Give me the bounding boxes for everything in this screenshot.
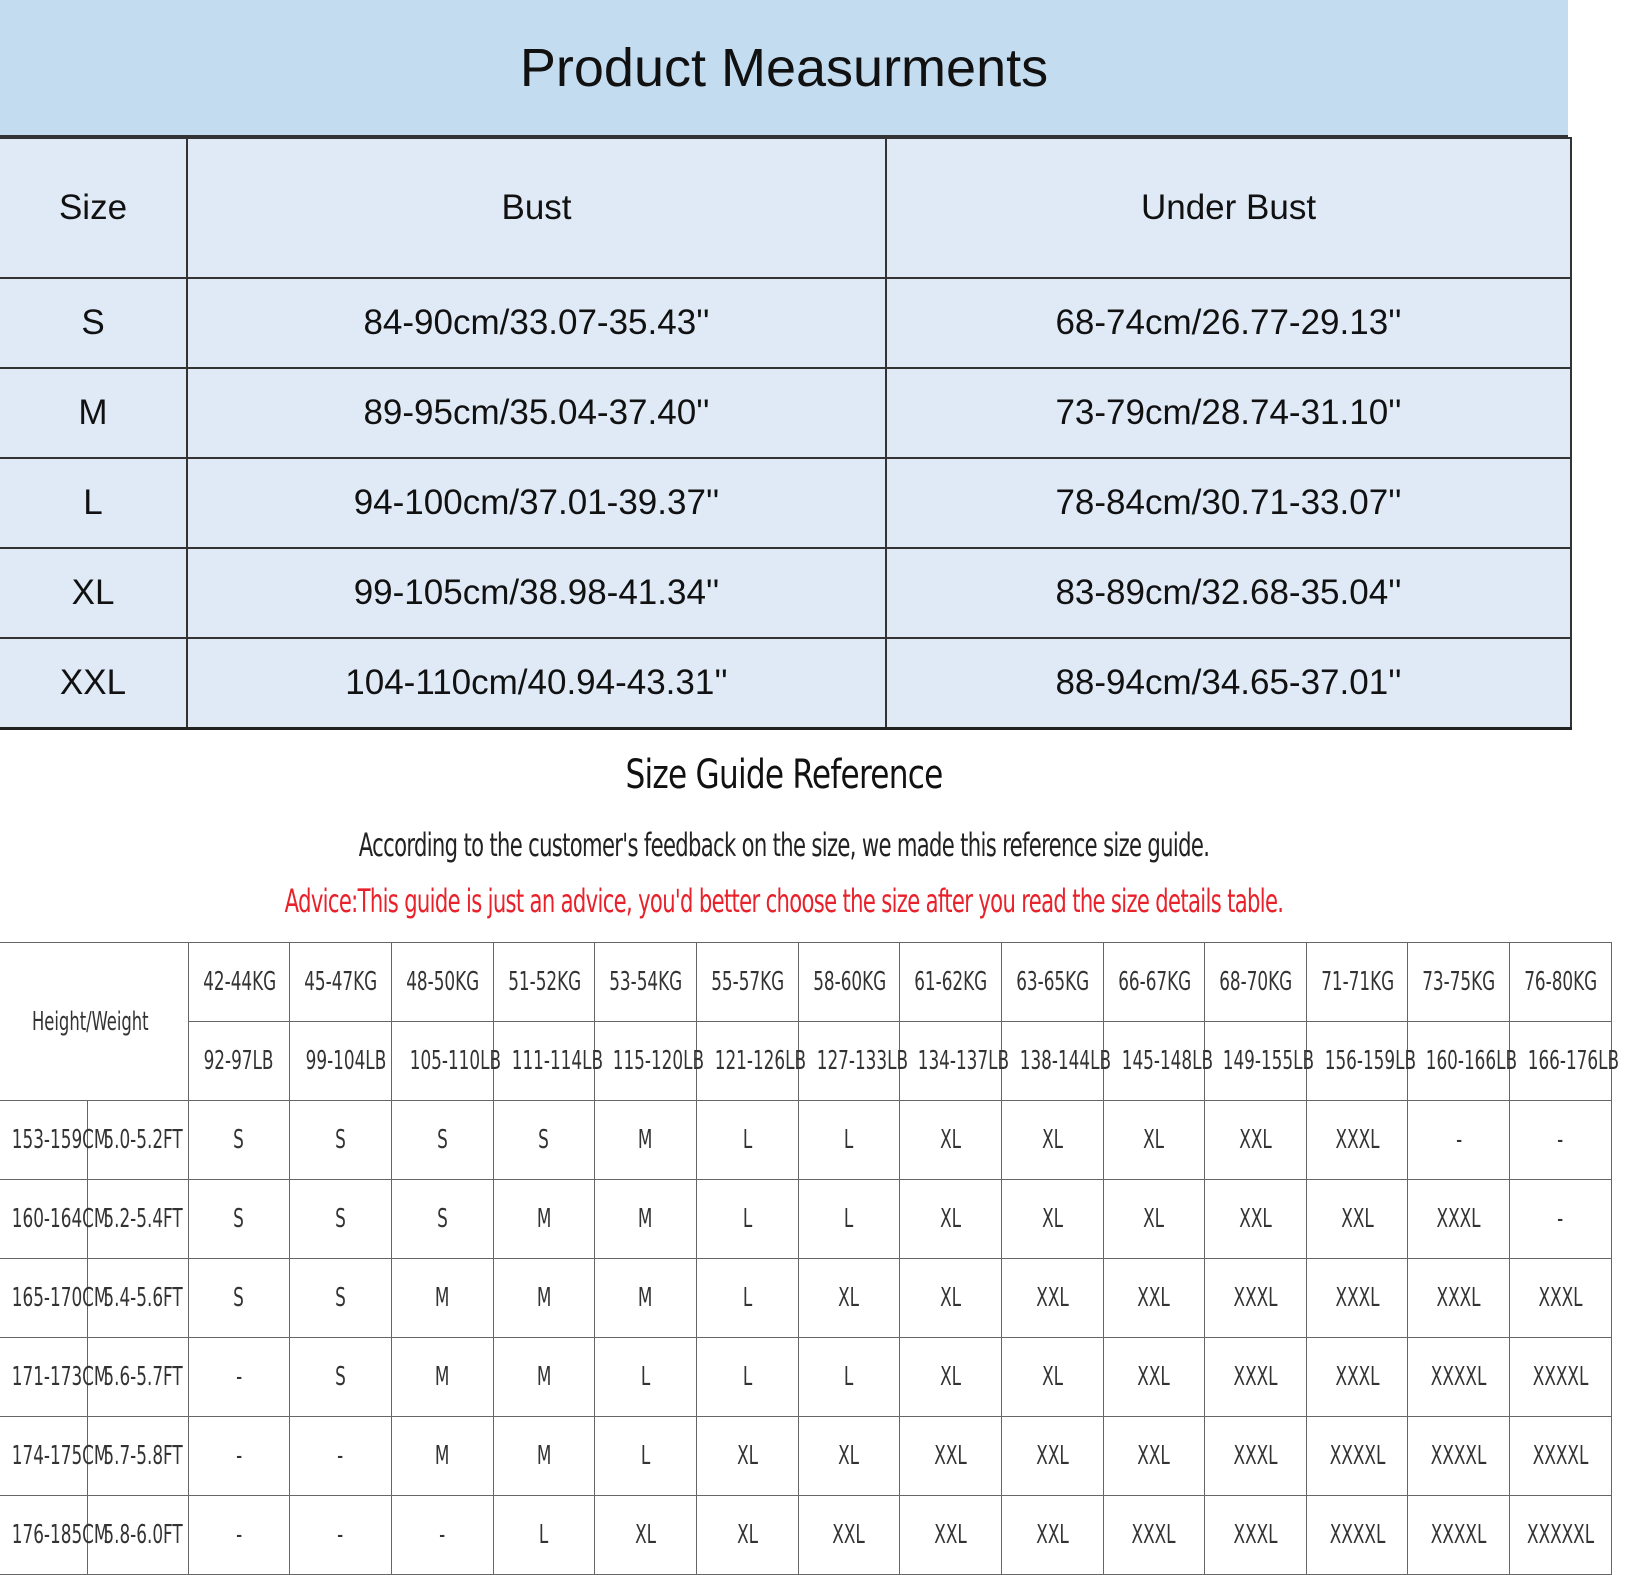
weight-kg-cell [188, 943, 290, 1022]
weight-lb-cell-text: 134-137LB [917, 1046, 1010, 1076]
weight-lb-cell [1205, 1022, 1315, 1101]
size-recommendation-cell-text: L [742, 1204, 752, 1234]
size-recommendation-cell-text: XXL [1035, 1441, 1069, 1471]
height-ft-cell-text: 5.2-5.4FT [103, 1204, 183, 1234]
size-recommendation-cell-text: XXL [1137, 1362, 1171, 1392]
size-recommendation-cell-text: - [439, 1520, 446, 1550]
size-recommendation-cell [1103, 1101, 1205, 1180]
size-recommendation-cell-text: XXXXL [1431, 1441, 1487, 1471]
size-recommendation-cell-text: M [434, 1283, 450, 1313]
weight-kg-cell [900, 943, 1002, 1022]
size-recommendation-cell-text: - [235, 1441, 242, 1471]
size-recommendation-cell-text: L [844, 1362, 854, 1392]
size-recommendation-cell [1510, 1496, 1612, 1575]
size-guide-title: Size Guide Reference [625, 752, 943, 798]
size-recommendation-cell [1001, 1101, 1103, 1180]
size-recommendation-cell [391, 1496, 493, 1575]
guide-height-row [0, 1338, 1612, 1417]
weight-kg-cell [1103, 943, 1205, 1022]
size-recommendation-cell [1306, 1101, 1408, 1180]
measurements-row [0, 368, 1571, 458]
size-recommendation-cell-text: XXXXL [1532, 1362, 1589, 1392]
size-recommendation-cell-text: XL [940, 1204, 961, 1234]
size-recommendation-cell [798, 1496, 900, 1575]
weight-lb-cell [290, 1022, 392, 1101]
size-recommendation-cell [493, 1417, 595, 1496]
size-recommendation-cell [798, 1180, 900, 1259]
size-recommendation-cell-text: XXXL [1436, 1283, 1481, 1313]
size-recommendation-cell [391, 1338, 493, 1417]
size-recommendation-cell-text: S [335, 1362, 346, 1392]
weight-lb-cell [696, 1022, 806, 1101]
size-recommendation-cell-text: S [233, 1204, 245, 1234]
size-recommendation-cell-text: M [638, 1204, 653, 1234]
size-recommendation-cell [798, 1101, 900, 1180]
size-recommendation-cell [290, 1180, 392, 1259]
weight-kg-cell [1510, 943, 1612, 1022]
size-recommendation-cell-text: - [1557, 1125, 1564, 1155]
size-recommendation-cell [493, 1180, 595, 1259]
weight-kg-cell [1306, 943, 1408, 1022]
height-cm-cell [0, 1180, 109, 1259]
size-recommendation-cell-text: XL [736, 1441, 758, 1471]
size-recommendation-cell [696, 1180, 798, 1259]
size-recommendation-cell [1001, 1417, 1103, 1496]
weight-lb-cell [1001, 1022, 1111, 1101]
size-recommendation-cell-text: L [640, 1441, 651, 1471]
weight-lb-cell [1408, 1022, 1518, 1101]
size-recommendation-cell [188, 1101, 290, 1180]
size-recommendation-cell [1205, 1259, 1307, 1338]
size-recommendation-cell-text: XXL [1137, 1283, 1171, 1313]
size-recommendation-cell [1001, 1259, 1103, 1338]
size-recommendation-cell [595, 1259, 697, 1338]
size-recommendation-cell-text: S [335, 1125, 346, 1155]
weight-kg-cell-text: 58-60KG [812, 967, 886, 997]
size-recommendation-cell-text: XL [940, 1283, 961, 1313]
measurements-header-row [0, 138, 1571, 278]
size-recommendation-cell [798, 1338, 900, 1417]
height-weight-label-text: Height/Weight [31, 1006, 149, 1037]
size-recommendation-cell-text: XXXL [1335, 1362, 1380, 1392]
guide-height-row [0, 1496, 1612, 1575]
size-recommendation-cell-text: XXL [1035, 1520, 1069, 1550]
weight-lb-cell-text: 111-114LB [511, 1046, 603, 1076]
height-ft-cell-text: 5.8-6.0FT [103, 1520, 183, 1550]
size-recommendation-cell [1408, 1338, 1510, 1417]
height-ft-cell-text: 5.7-5.8FT [103, 1441, 183, 1471]
bust-cell: 99-105cm/38.98-41.34'' [187, 548, 886, 638]
weight-lb-cell-text: 166-176LB [1527, 1046, 1620, 1076]
weight-lb-cell-text: 145-148LB [1121, 1046, 1213, 1076]
size-recommendation-cell-text: S [335, 1204, 346, 1234]
size-recommendation-cell-text: XXXXXL [1527, 1520, 1595, 1550]
height-cm-cell-text: 176-185CM [11, 1520, 109, 1550]
weight-kg-cell [391, 943, 493, 1022]
size-recommendation-cell-text: XXXXL [1329, 1520, 1385, 1550]
size-recommendation-cell-text: - [235, 1362, 242, 1392]
size-recommendation-cell [1306, 1259, 1408, 1338]
size-recommendation-cell [391, 1417, 493, 1496]
size-recommendation-cell [1103, 1338, 1205, 1417]
size-recommendation-cell-text: XL [1143, 1204, 1165, 1234]
weight-lb-cell-text: 92-97LB [203, 1046, 274, 1076]
size-recommendation-cell-text: M [638, 1125, 653, 1155]
size-recommendation-cell [1306, 1180, 1408, 1259]
height-ft-cell-text: 5.6-5.7FT [103, 1362, 183, 1392]
weight-kg-cell-text: 66-67KG [1117, 967, 1191, 997]
size-recommendation-cell [290, 1259, 392, 1338]
size-recommendation-cell [900, 1338, 1002, 1417]
weight-kg-cell-text: 45-47KG [304, 967, 378, 997]
weight-lb-cell-text: 149-155LB [1222, 1046, 1315, 1076]
weight-lb-cell [188, 1022, 290, 1101]
size-recommendation-cell-text: XXXL [1335, 1125, 1380, 1155]
bust-cell: 89-95cm/35.04-37.40'' [187, 368, 886, 458]
size-recommendation-cell-text: M [536, 1283, 552, 1313]
size-cell: XXL [0, 638, 187, 729]
size-recommendation-cell-text: XL [1041, 1362, 1063, 1392]
size-recommendation-cell-text: XXXXL [1329, 1441, 1385, 1471]
size-recommendation-cell-text: - [1557, 1204, 1564, 1234]
size-recommendation-cell [696, 1259, 798, 1338]
weight-kg-cell [1205, 943, 1307, 1022]
weight-kg-cell-text: 76-80KG [1524, 967, 1598, 997]
size-recommendation-cell-text: XXXL [1131, 1520, 1176, 1550]
weight-lb-cell [1510, 1022, 1620, 1101]
height-cm-cell-text: 153-159CM [11, 1125, 109, 1155]
guide-height-row [0, 1101, 1612, 1180]
size-recommendation-cell-text: L [844, 1125, 854, 1155]
size-recommendation-cell-text: XXL [1239, 1204, 1272, 1234]
size-recommendation-cell-text: XXL [1137, 1441, 1171, 1471]
size-recommendation-cell-text: - [337, 1441, 344, 1471]
size-recommendation-cell [188, 1417, 290, 1496]
weight-lb-cell-text: 156-159LB [1324, 1046, 1416, 1076]
size-recommendation-cell-text: XXXL [1233, 1283, 1278, 1313]
weight-lb-cell [493, 1022, 603, 1101]
under-bust-cell: 73-79cm/28.74-31.10'' [886, 368, 1571, 458]
size-recommendation-cell [1510, 1417, 1612, 1496]
size-recommendation-cell-text: M [536, 1441, 552, 1471]
size-recommendation-cell [1408, 1259, 1510, 1338]
weight-lb-cell-text: 105-110LB [409, 1046, 501, 1076]
weight-kg-cell-text: 63-65KG [1016, 967, 1090, 997]
weight-kg-cell [595, 943, 697, 1022]
size-recommendation-cell-text: M [434, 1362, 450, 1392]
weight-kg-cell [1408, 943, 1510, 1022]
size-recommendation-cell-text: XL [635, 1520, 656, 1550]
size-recommendation-cell [1001, 1338, 1103, 1417]
size-recommendation-cell [900, 1101, 1002, 1180]
size-recommendation-cell-text: L [640, 1362, 651, 1392]
size-recommendation-cell-text: M [536, 1362, 552, 1392]
size-recommendation-cell [1001, 1496, 1103, 1575]
size-recommendation-cell-text: XXXXL [1431, 1520, 1487, 1550]
size-recommendation-cell-text: S [335, 1283, 346, 1313]
size-recommendation-cell [595, 1338, 697, 1417]
header-size: Size [0, 138, 187, 278]
size-recommendation-cell-text: S [538, 1125, 550, 1155]
weight-lb-cell-text: 99-104LB [305, 1046, 387, 1076]
size-cell: M [0, 368, 187, 458]
size-recommendation-cell-text: XXXL [1233, 1362, 1278, 1392]
measurements-row [0, 638, 1571, 729]
weight-kg-cell-text: 61-62KG [914, 967, 988, 997]
size-recommendation-cell-text: XL [838, 1441, 860, 1471]
size-guide-advice: Advice:This guide is just an advice, you'd better choose the size after you read the size details table. [284, 882, 1284, 920]
bust-cell: 104-110cm/40.94-43.31'' [187, 638, 886, 729]
size-recommendation-cell-text: XL [940, 1125, 961, 1155]
size-recommendation-cell [1103, 1259, 1205, 1338]
header-bust: Bust [187, 138, 886, 278]
size-recommendation-cell-text: L [742, 1362, 752, 1392]
size-recommendation-cell [188, 1496, 290, 1575]
weight-lb-cell-text: 160-166LB [1426, 1046, 1518, 1076]
size-recommendation-cell-text: XL [736, 1520, 758, 1550]
size-recommendation-cell [900, 1180, 1002, 1259]
weight-kg-cell-text: 55-57KG [711, 967, 785, 997]
size-recommendation-cell [900, 1496, 1002, 1575]
guide-height-row [0, 1259, 1612, 1338]
size-recommendation-cell [493, 1101, 595, 1180]
weight-kg-cell-text: 51-52KG [507, 967, 581, 997]
size-recommendation-cell [1205, 1338, 1307, 1417]
size-recommendation-cell-text: XXL [1340, 1204, 1374, 1234]
size-recommendation-cell-text: XXL [1239, 1125, 1272, 1155]
weight-lb-cell-text: 121-126LB [714, 1046, 806, 1076]
weight-lb-cell [798, 1022, 908, 1101]
size-recommendation-cell [1205, 1101, 1307, 1180]
size-recommendation-cell [1103, 1496, 1205, 1575]
measurements-row [0, 548, 1571, 638]
weight-lb-cell-text: 115-120LB [612, 1046, 705, 1076]
under-bust-cell: 88-94cm/34.65-37.01'' [886, 638, 1571, 729]
bust-cell: 94-100cm/37.01-39.37'' [187, 458, 886, 548]
measurements-row [0, 278, 1571, 368]
height-ft-cell-text: 5.0-5.2FT [103, 1125, 183, 1155]
size-recommendation-cell-text: L [742, 1283, 752, 1313]
size-recommendation-cell [1510, 1338, 1612, 1417]
weight-lb-cell [391, 1022, 501, 1101]
size-recommendation-cell [290, 1338, 392, 1417]
height-cm-cell-text: 174-175CM [11, 1441, 109, 1471]
header-under-bust: Under Bust [886, 138, 1571, 278]
height-cm-cell [0, 1338, 109, 1417]
guide-height-row [0, 1180, 1612, 1259]
size-recommendation-cell [1103, 1180, 1205, 1259]
size-recommendation-cell [1306, 1496, 1408, 1575]
weight-kg-cell [696, 943, 798, 1022]
size-recommendation-cell-text: - [337, 1520, 344, 1550]
size-recommendation-cell [1306, 1417, 1408, 1496]
under-bust-cell: 68-74cm/26.77-29.13'' [886, 278, 1571, 368]
size-recommendation-cell [1510, 1101, 1612, 1180]
height-weight-label [0, 943, 188, 1101]
size-recommendation-cell [391, 1180, 493, 1259]
size-recommendation-cell [391, 1101, 493, 1180]
size-recommendation-cell-text: XXXL [1335, 1283, 1380, 1313]
size-recommendation-cell-text: XXXL [1233, 1441, 1278, 1471]
size-recommendation-cell [696, 1338, 798, 1417]
weight-kg-cell-text: 42-44KG [202, 967, 276, 997]
height-cm-cell [0, 1496, 109, 1575]
size-recommendation-cell-text: XXXL [1538, 1283, 1583, 1313]
size-recommendation-cell-text: M [434, 1441, 450, 1471]
size-recommendation-cell [493, 1496, 595, 1575]
size-recommendation-cell-text: XL [1041, 1125, 1063, 1155]
weight-lb-cell-text: 138-144LB [1019, 1046, 1111, 1076]
size-recommendation-cell [188, 1180, 290, 1259]
weight-kg-cell [1001, 943, 1103, 1022]
weight-lb-cell [595, 1022, 705, 1101]
size-recommendation-cell [595, 1417, 697, 1496]
height-ft-cell-text: 5.4-5.6FT [103, 1283, 183, 1313]
size-recommendation-cell [1510, 1259, 1612, 1338]
weight-lb-cell [1103, 1022, 1213, 1101]
size-recommendation-cell-text: - [1455, 1125, 1462, 1155]
height-cm-cell-text: 160-164CM [11, 1204, 109, 1234]
size-recommendation-cell-text: XL [1041, 1204, 1063, 1234]
size-recommendation-cell [290, 1417, 392, 1496]
size-guide-table [0, 942, 1620, 1575]
size-recommendation-cell-text: XXL [1035, 1283, 1069, 1313]
under-bust-cell: 78-84cm/30.71-33.07'' [886, 458, 1571, 548]
size-recommendation-cell-text: XXL [934, 1441, 967, 1471]
weight-kg-cell-text: 53-54KG [609, 967, 683, 997]
size-recommendation-cell [696, 1101, 798, 1180]
size-recommendation-cell-text: XXXXL [1532, 1441, 1589, 1471]
size-recommendation-cell [1205, 1496, 1307, 1575]
size-guide-description: According to the customer's feedback on the size, we made this reference size guide. [358, 826, 1210, 864]
size-recommendation-cell-text: S [436, 1204, 448, 1234]
weight-kg-cell-text: 48-50KG [406, 967, 480, 997]
guide-weight-lb-row [0, 1022, 1612, 1101]
weight-kg-cell [493, 943, 595, 1022]
size-recommendation-cell [595, 1101, 697, 1180]
size-recommendation-cell-text: S [436, 1125, 448, 1155]
size-recommendation-cell-text: S [233, 1283, 245, 1313]
size-recommendation-cell [1103, 1417, 1205, 1496]
guide-weight-kg-row [0, 943, 1612, 1022]
size-recommendation-cell [290, 1496, 392, 1575]
size-recommendation-cell-text: M [536, 1204, 552, 1234]
size-recommendation-cell-text: XXXL [1436, 1204, 1481, 1234]
weight-lb-cell [900, 1022, 1010, 1101]
size-recommendation-cell [798, 1417, 900, 1496]
size-recommendation-cell [493, 1259, 595, 1338]
height-cm-cell-text: 171-173CM [11, 1362, 109, 1392]
size-recommendation-cell [1205, 1417, 1307, 1496]
weight-kg-cell-text: 68-70KG [1219, 967, 1293, 997]
size-recommendation-cell-text: XXL [934, 1520, 967, 1550]
size-recommendation-cell-text: L [844, 1204, 854, 1234]
size-recommendation-cell [1408, 1101, 1510, 1180]
size-recommendation-cell-text: XL [838, 1283, 860, 1313]
height-cm-cell [0, 1101, 109, 1180]
size-recommendation-cell [595, 1496, 697, 1575]
height-cm-cell-text: 165-170CM [11, 1283, 109, 1313]
size-recommendation-cell-text: L [742, 1125, 752, 1155]
size-recommendation-cell [493, 1338, 595, 1417]
size-recommendation-cell-text: XXXL [1233, 1520, 1278, 1550]
size-recommendation-cell [696, 1417, 798, 1496]
weight-kg-cell-text: 73-75KG [1422, 967, 1496, 997]
size-recommendation-cell [1205, 1180, 1307, 1259]
size-recommendation-cell-text: XXXXL [1431, 1362, 1487, 1392]
size-recommendation-cell [900, 1417, 1002, 1496]
product-measurements-title: Product Measurments [0, 0, 1568, 137]
size-recommendation-cell [798, 1259, 900, 1338]
size-recommendation-cell [900, 1259, 1002, 1338]
size-recommendation-cell [391, 1259, 493, 1338]
size-recommendation-cell-text: L [539, 1520, 549, 1550]
size-recommendation-cell [1306, 1338, 1408, 1417]
under-bust-cell: 83-89cm/32.68-35.04'' [886, 548, 1571, 638]
size-cell: L [0, 458, 187, 548]
weight-lb-cell-text: 127-133LB [816, 1046, 908, 1076]
weight-lb-cell [1306, 1022, 1416, 1101]
size-recommendation-cell [1408, 1496, 1510, 1575]
size-recommendation-cell-text: XL [940, 1362, 961, 1392]
size-recommendation-cell-text: - [235, 1520, 242, 1550]
size-recommendation-cell-text: M [638, 1283, 653, 1313]
height-cm-cell [0, 1259, 109, 1338]
size-cell: XL [0, 548, 187, 638]
height-cm-cell [0, 1417, 109, 1496]
size-recommendation-cell [290, 1101, 392, 1180]
weight-kg-cell-text: 71-71KG [1321, 967, 1395, 997]
size-recommendation-cell [1408, 1417, 1510, 1496]
size-recommendation-cell-text: XL [1143, 1125, 1165, 1155]
size-recommendation-cell [1408, 1180, 1510, 1259]
size-recommendation-cell [188, 1259, 290, 1338]
size-recommendation-cell [696, 1496, 798, 1575]
size-recommendation-cell [1510, 1180, 1612, 1259]
product-measurements-table [0, 137, 1572, 730]
bust-cell: 84-90cm/33.07-35.43'' [187, 278, 886, 368]
size-recommendation-cell [595, 1180, 697, 1259]
size-recommendation-cell [188, 1338, 290, 1417]
guide-height-row [0, 1417, 1612, 1496]
weight-kg-cell [798, 943, 900, 1022]
weight-kg-cell [290, 943, 392, 1022]
size-cell: S [0, 278, 187, 368]
size-recommendation-cell [1001, 1180, 1103, 1259]
measurements-row [0, 458, 1571, 548]
size-recommendation-cell-text: S [233, 1125, 245, 1155]
size-recommendation-cell-text: XXL [832, 1520, 866, 1550]
